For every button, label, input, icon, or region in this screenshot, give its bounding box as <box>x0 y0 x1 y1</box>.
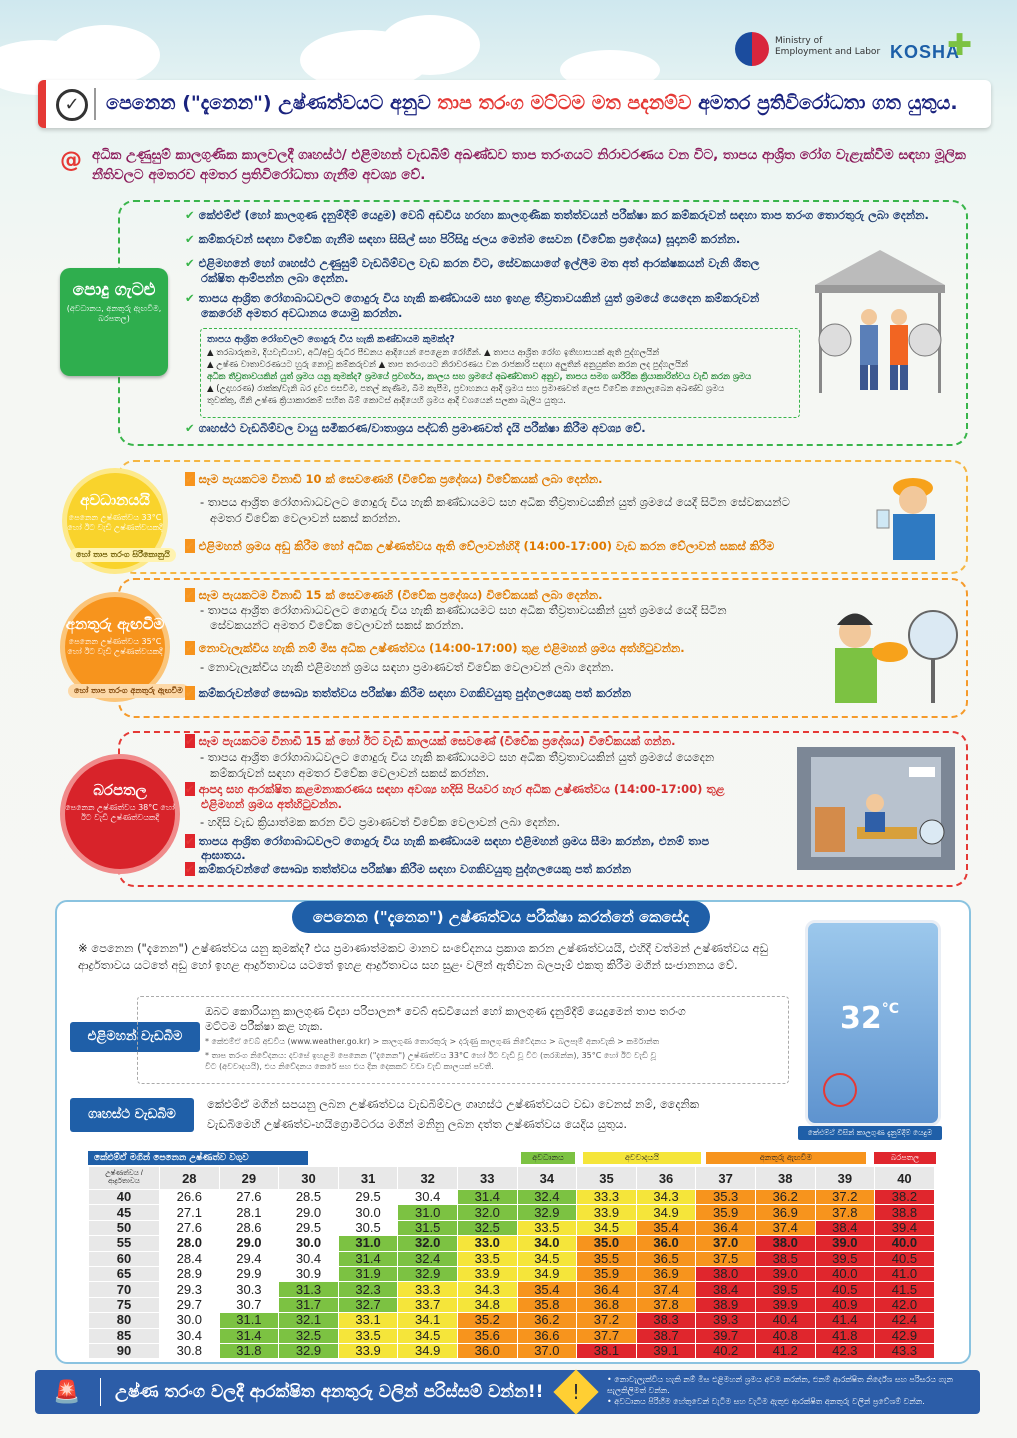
table-row <box>89 1313 935 1328</box>
header-logos <box>735 28 985 73</box>
table-cell: 30.5 <box>338 1220 398 1235</box>
table-cell: 38.9 <box>696 1297 756 1312</box>
warning-item-sub: - තාපය ආශ්‍රිත රෝගාබාධවලට ගොදුරු විය හැකි කණ්ඩායමට සහ අධික තීව්‍රතාවයකින් යුත් ශ්‍රමයේ යෙදී සිටින <box>200 603 727 617</box>
table-cell: 28.4 <box>160 1251 220 1266</box>
table-cell: 37.0 <box>696 1236 756 1251</box>
table-cell: 34.3 <box>457 1282 517 1297</box>
table-cell: 29.4 <box>219 1251 279 1266</box>
table-temp-header: 39 <box>815 1167 875 1190</box>
table-cell: 31.0 <box>398 1205 458 1220</box>
caution-item: ✔ සෑම පැයකටම විනාඩි 10 ක් සෙවණෙහි (විවේක ප්‍රදේශය) විවේකයක් ලබා දෙන්න. <box>185 472 603 486</box>
table-temp-header: 40 <box>875 1167 935 1190</box>
table-cell: 38.8 <box>875 1205 935 1220</box>
info-heading: අධික තීව්‍රතාවයකින් යුත් ශ්‍රමය යනු කුමක්ද? ශ්‍රමයේ ප්‍රවර්ගය, කාලය සහ ශ්‍රමයේ අඛණ්ඩතාව අනුව, තාපය සමග ශාරීරික ක්‍රියාකාරිත්වය වැඩි කරන ශ්‍රමය <box>207 372 752 382</box>
table-cell: 33.0 <box>457 1236 517 1251</box>
table-cell: 37.8 <box>815 1205 875 1220</box>
table-cell: 30.4 <box>279 1251 339 1266</box>
table-cell: 31.4 <box>219 1328 279 1343</box>
severe-item-sub: - තාපය ආශ්‍රිත රෝගාබාධවලට ගොදුරු විය හැකි කණ්ඩායමට සහ අධික තීව්‍රතාවයකින් යුත් ශ්‍රමයේ යෙදෙන <box>200 750 715 764</box>
table-cell: 39.0 <box>755 1266 815 1281</box>
table-row <box>89 1236 935 1251</box>
caution-item: ✔ එළිමහන් ශ්‍රමය අඩු කිරීම හෝ අධික උෂ්ණත්වය ඇති වේලාවන්හිදී (14:00-17:00) වැඩ කරන වේලාවන් සකස් කිරීම <box>185 539 775 553</box>
table-cell: 40.9 <box>815 1297 875 1312</box>
table-humidity-cell: 75 <box>89 1297 160 1312</box>
footer-divider <box>100 1378 101 1406</box>
table-cell: 37.2 <box>577 1313 637 1328</box>
table-cell: 34.5 <box>517 1251 577 1266</box>
table-row <box>89 1205 935 1220</box>
general-item: ✔ එළිමහනේ හෝ ගෘහස්ථ උණුසුම් වැඩබිම්වල වැඩ කරන විට, සේවකයාගේ ඉල්ලීම මත අත් ආරක්ෂකයන් වැනි ශීතල <box>185 256 760 270</box>
table-cell: 36.6 <box>517 1328 577 1343</box>
general-badge <box>60 268 168 376</box>
footer-banner <box>35 1370 980 1414</box>
table-humidity-cell: 80 <box>89 1313 160 1328</box>
table-cell: 27.6 <box>160 1220 220 1235</box>
table-cell: 32.9 <box>279 1343 339 1358</box>
table-cell: 40.5 <box>815 1282 875 1297</box>
general-badge-sub: (අවධානය, අනතුරු ඇඟවීම, බරපතල) <box>66 304 162 323</box>
table-cell: 34.0 <box>517 1236 577 1251</box>
table-cell: 31.0 <box>338 1236 398 1251</box>
severe-sub: පෙනෙන උෂ්ණත්වය 38°C හෝ ඊට වැඩි උෂ්ණත්වයකදී <box>65 803 175 822</box>
level-severe-header: බරපතල <box>874 1152 936 1164</box>
table-row <box>89 1266 935 1281</box>
table-cell: 38.1 <box>577 1343 637 1358</box>
table-temp-header: 36 <box>636 1167 696 1190</box>
table-cell: 42.0 <box>875 1297 935 1312</box>
apparent-temp-definition: ※ පෙනෙන ("දැනෙන") උෂ්ණත්වය යනු කුමක්ද? එය ප්‍රමාණාත්මකව මානව සංවේදනය ප්‍රකාශ කරන උෂ්ණත්වයයි, එහිදී වත්මන් උෂ්ණත්වය අඩු ආර්ද්‍රතාවය යටතේ අඩු හෝ ඉහළ ආර්ද්‍රතාවය යටතේ ඉහළ ආර්ද්‍රතාවය සහ සුළං වලින් ඇතිවන බලපෑම් එකතු කිරීම මගින් සංජානනය වේ. <box>78 941 769 972</box>
table-temp-header: 30 <box>279 1167 339 1190</box>
table-cell: 38.0 <box>755 1236 815 1251</box>
table-corner: උෂ්ණත්වය / ආර්ද්‍රතාවය <box>89 1167 160 1190</box>
table-cell: 28.9 <box>160 1266 220 1281</box>
warning-item: ✔ නොවැලැක්විය හැකි නම් මිස අධික උෂ්ණත්වය (14:00-17:00) තුළ එළිමහන් ශ්‍රමය අත්හිටුවන්න. <box>185 641 685 655</box>
cloud-decoration <box>380 15 480 75</box>
table-cell: 28.0 <box>160 1236 220 1251</box>
table-cell: 38.4 <box>696 1282 756 1297</box>
info-line: ▲ තරබාරුකම, දියවැඩියාව, අධි/අඩු රුධිර පීඩනය ආදියෙන් පෙළෙන රෝගීන්. ▲ තාපය ආශ්‍රිත රෝග ඉතිහාසයක් ඇති පුද්ගලයින් <box>207 348 660 358</box>
heat-table-title: කේඑම්ඒ මගින් පෙනෙන උෂ්ණත්ව වගුව <box>88 1151 308 1165</box>
table-cell: 36.4 <box>696 1220 756 1235</box>
table-cell: 30.0 <box>338 1205 398 1220</box>
level-caution-header: අවධානය <box>521 1152 575 1164</box>
table-temp-header: 38 <box>755 1167 815 1190</box>
table-humidity-cell: 60 <box>89 1251 160 1266</box>
spiral-icon: @ <box>60 148 82 173</box>
info-heading: තාපය ආශ්‍රිත රෝගවලට ගොදුරු විය හැකි කණ්ඩායම කුමක්ද? <box>207 334 455 345</box>
table-cell: 29.7 <box>160 1297 220 1312</box>
general-badge-title: පොදු ගැටළු <box>72 280 156 300</box>
indoor-label: ගෘහස්ථ වැඩබිම <box>70 1098 194 1132</box>
caution-item-sub: - තාපය ආශ්‍රිත රෝගාබාධවලට ගොදුරු විය හැකි කණ්ඩායමට සහ අධික තීව්‍රතාවයකින් යුත් ශ්‍රමයේ යෙදී සිටින සේවකයන්ට <box>200 495 790 509</box>
table-cell: 40.0 <box>815 1266 875 1281</box>
kosha-cross-icon: ✚ <box>947 28 973 63</box>
warning-sub: පෙනෙන උෂ්ණත්වය 35°C හෝ ඊට වැඩි උෂ්ණත්වයකදී <box>67 637 163 656</box>
table-cell: 36.4 <box>577 1282 637 1297</box>
drinking-worker-illustration <box>865 470 955 560</box>
phone-gauge-icon <box>823 1073 857 1107</box>
table-cell: 39.0 <box>815 1236 875 1251</box>
table-row <box>89 1190 935 1205</box>
table-cell: 34.9 <box>517 1266 577 1281</box>
table-cell: 37.2 <box>815 1190 875 1205</box>
table-cell: 29.3 <box>160 1282 220 1297</box>
general-item: ✔ ගෘහස්ථ වැඩබිම්වල වායු සමීකරණ/වාතාශ්‍රය පද්ධති ප්‍රමාණවත් දැයි පරීක්ෂා කිරීම අවශ්‍ය වේ. <box>185 421 646 435</box>
table-cell: 34.5 <box>398 1328 458 1343</box>
table-cell: 33.5 <box>338 1328 398 1343</box>
table-humidity-cell: 90 <box>89 1343 160 1358</box>
table-cell: 40.0 <box>875 1236 935 1251</box>
intro-text: අධික උණුසුම් කාලගුණික කාලවලදී ගෘහස්ථ/ එළිමහන් වැඩබිම් අඛණ්ඩව තාප තරංගයට නිරාවරණය වන විට, තාපය ආශ්‍රිත රෝග වැළැක්වීම සඳහා මූලික නීතිවලට අමතරව අමතර ප්‍රතිවිරෝධතා ගැනීම අවශ්‍ය වේ. <box>92 147 966 183</box>
table-cell: 32.0 <box>457 1205 517 1220</box>
general-item: ✔ තාපය ආශ්‍රිත රෝගාබාධවලට ගොදුරු විය හැකි කණ්ඩායම සහ ඉහළ තීව්‍රතාවයකින් යුත් ශ්‍රමයේ යෙදෙන කම්කරුවන් <box>185 291 760 305</box>
table-cell: 34.9 <box>398 1343 458 1358</box>
table-cell: 30.4 <box>398 1190 458 1205</box>
table-cell: 39.4 <box>875 1220 935 1235</box>
table-row <box>89 1251 935 1266</box>
indoor-line: වැඩබිමෙහි උෂ්ණත්ව-හයිග්‍රොමීටරය මගින් මනිනු ලබන දත්ත උෂ්ණත්වය යෙදිය යුතුය. <box>207 1117 627 1131</box>
table-cell: 30.9 <box>279 1266 339 1281</box>
warning-tag: හෝ තාප තරංග අනතුරු ඇඟවීම <box>68 684 189 698</box>
table-cell: 34.5 <box>577 1220 637 1235</box>
severe-item: ✔ තාපය ආශ්‍රිත රෝගාබාධවලට ගොදුරු විය හැකි කණ්ඩායම සඳහා එළිමහන් ශ්‍රමය සීමා කරන්න, එනම් තාප <box>185 834 710 848</box>
fan-worker-illustration <box>815 590 960 710</box>
cloud-decoration <box>50 25 160 85</box>
info-line: තුවක්කු, ගිනි උෂ්ණ ක්‍රියාකාරකම් සහිත බිම් කොටස් ආදියෙහි ශ්‍රමය ආදී වශයෙන් සලකා බැලිය යුතුය. <box>207 396 566 406</box>
severe-item-sub: කම්කරුවන් සඳහා අමතර විවේක වෙලාවන් සකස් කරන්න. <box>210 766 490 780</box>
table-cell: 41.5 <box>875 1282 935 1297</box>
table-cell: 26.6 <box>160 1190 220 1205</box>
table-row <box>89 1297 935 1312</box>
table-cell: 35.9 <box>696 1205 756 1220</box>
table-cell: 30.3 <box>219 1282 279 1297</box>
warning-label: අනතුරු ඇඟවීම <box>65 615 165 633</box>
table-cell: 35.6 <box>457 1328 517 1343</box>
caution-tag: හෝ තාප තරංග සිරීකොනුයි <box>70 548 176 562</box>
table-cell: 33.9 <box>457 1266 517 1281</box>
level-advisory-header: අවවාදයයි <box>583 1152 701 1164</box>
indoor-line: කේඑම්ඒ මගින් සපයනු ලබන උෂ්ණත්වය වැඩබිම්වල ගෘහස්ථ උෂ්ණත්වයට වඩා වෙනස් නම්, දෛනික <box>207 1097 700 1111</box>
table-cell: 32.5 <box>457 1220 517 1235</box>
warning-item-sub: - නොවැලැක්විය හැකි එළිමහන් ශ්‍රමය සඳහා ප්‍රමාණවත් විවේක වෙලාවන් ලබා දෙන්න. <box>200 660 614 674</box>
vulnerable-group-info-box <box>200 328 800 418</box>
severe-item: ✔ කම්කරුවන්ගේ සෞඛ්‍ය තත්ත්වය පරීක්ෂා කිරීම සඳහා වගකිවයුතු පුද්ගලයෙකු පත් කරන්න <box>185 862 632 876</box>
table-cell: 32.3 <box>338 1282 398 1297</box>
table-cell: 30.0 <box>160 1313 220 1328</box>
table-cell: 33.9 <box>338 1343 398 1358</box>
general-item-cont: රක්ෂිත ආම්පන්න ලබා දෙන්න. <box>201 271 349 285</box>
level-warning-header: අනතුරු ඇඟවීම <box>706 1152 866 1164</box>
footer-notes: • නොවැලැක්විය හැකි නම් මිස එළිමහන් ශ්‍රමය අවම කරන්න, එනම් ආරක්ෂිත නිර්දේශ සහ පරිසරය ගැන සැලකිලිමත් වන්න. • අවධානය පිරිහීම හේතුවෙන් වැටීම සහ වැටීම ඇතුළු ආරක්ෂිත අනතුරු වලින් ප්‍රවේශම් වන්න. <box>607 1375 953 1406</box>
table-cell: 37.5 <box>696 1251 756 1266</box>
table-cell: 38.2 <box>875 1190 935 1205</box>
table-cell: 38.7 <box>636 1328 696 1343</box>
table-cell: 40.2 <box>696 1343 756 1358</box>
table-cell: 35.4 <box>517 1282 577 1297</box>
apparent-temperature-table <box>88 1166 935 1359</box>
caution-sub: පෙනෙන උෂ්ණත්වය 33°C හෝ ඊට වැඩි උෂ්ණත්වයකදී <box>67 513 163 532</box>
table-cell: 36.8 <box>577 1297 637 1312</box>
severe-item-cont: එළිමහන් ශ්‍රමය අත්හිටුවන්න. <box>201 797 343 811</box>
warning-item: ✔ සෑම පැයකටම විනාඩි 15 ක් සෙවණෙහි (විවේක ප්‍රදේශය) විවේකයක් ලබා දෙන්න. <box>185 588 603 602</box>
warning-item: ✔ කම්කරුවන්ගේ සෞඛ්‍ය තත්ත්වය පරීක්ෂා කිරීම සඳහා වගකිවයුතු පුද්ගලයෙකු පත් කරන්න <box>185 686 632 700</box>
table-cell: 32.1 <box>279 1313 339 1328</box>
severe-item: ✔ ආපදා සහ ආරක්ෂිත කළමනාකරණය සඳහා අවශ්‍ය හදිසි පියවර හැර අධික උෂ්ණත්වය (14:00-17:00) තුළ <box>185 782 725 796</box>
table-cell: 35.8 <box>517 1297 577 1312</box>
table-cell: 29.0 <box>279 1205 339 1220</box>
table-cell: 41.4 <box>815 1313 875 1328</box>
table-humidity-cell: 40 <box>89 1190 160 1205</box>
table-cell: 40.4 <box>755 1313 815 1328</box>
severe-item-sub: - හදිසි වැඩ ක්‍රියාත්මක කරන විට ප්‍රමාණවත් විවේක වෙලාවන් ලබා දෙන්න. <box>200 815 560 829</box>
table-row <box>89 1343 935 1358</box>
table-temp-header: 28 <box>160 1167 220 1190</box>
outdoor-line: ඔබට කොරියානු කාලගුණ විද්‍යා පරිපාලන* වෙබ් අඩවියෙන් හෝ කාලගුණ දැනුම්දීම් යෙදුමෙන් තාප තරංග <box>205 1005 686 1018</box>
table-temp-header: 31 <box>338 1167 398 1190</box>
outdoor-line: මට්ටම පරීක්ෂා කළ හැක. <box>205 1020 323 1033</box>
table-cell: 32.9 <box>398 1266 458 1281</box>
table-cell: 32.9 <box>517 1205 577 1220</box>
table-cell: 30.0 <box>279 1236 339 1251</box>
table-temp-header: 33 <box>457 1167 517 1190</box>
severe-badge <box>60 754 180 874</box>
table-row <box>89 1328 935 1343</box>
rest-tent-illustration <box>805 245 955 400</box>
table-cell: 39.7 <box>696 1328 756 1343</box>
check-circle-icon: ✓ <box>56 89 88 121</box>
table-humidity-cell: 50 <box>89 1220 160 1235</box>
table-cell: 43.3 <box>875 1343 935 1358</box>
table-cell: 39.9 <box>755 1297 815 1312</box>
table-cell: 30.4 <box>160 1328 220 1343</box>
table-cell: 35.0 <box>577 1236 637 1251</box>
table-cell: 35.2 <box>457 1313 517 1328</box>
table-humidity-cell: 55 <box>89 1236 160 1251</box>
table-cell: 33.3 <box>398 1282 458 1297</box>
table-temp-header: 32 <box>398 1167 458 1190</box>
caution-label: අවධානයයි <box>80 491 150 509</box>
table-cell: 42.4 <box>875 1313 935 1328</box>
table-temp-header: 35 <box>577 1167 637 1190</box>
table-cell: 41.2 <box>755 1343 815 1358</box>
table-cell: 36.2 <box>755 1190 815 1205</box>
table-cell: 39.3 <box>696 1313 756 1328</box>
table-cell: 32.4 <box>517 1190 577 1205</box>
table-cell: 39.5 <box>815 1251 875 1266</box>
check-method-title: පෙනෙන ("දැනෙන") උෂ්ණත්වය පරීක්ෂා කරන්නේ කෙසේද <box>292 901 710 933</box>
table-cell: 27.6 <box>219 1190 279 1205</box>
table-cell: 31.7 <box>279 1297 339 1312</box>
table-cell: 37.4 <box>755 1220 815 1235</box>
table-cell: 27.1 <box>160 1205 220 1220</box>
table-row <box>89 1220 935 1235</box>
table-cell: 39.1 <box>636 1343 696 1358</box>
table-cell: 34.8 <box>457 1297 517 1312</box>
table-cell: 33.7 <box>398 1297 458 1312</box>
table-cell: 31.5 <box>398 1220 458 1235</box>
table-cell: 31.9 <box>338 1266 398 1281</box>
table-cell: 37.7 <box>577 1328 637 1343</box>
table-cell: 42.3 <box>815 1343 875 1358</box>
general-item: ✔ කේඑම්ඒ (හෝ කාලගුණ දැනුම්දීම් යෙදුම) වෙබ් අඩවිය හරහා කාලගුණික තත්ත්වයන් පරීක්ෂා කර කම්කරුවන් සඳහා තාප තරංග තොරතුරු ලබා දෙන්න. <box>185 208 929 222</box>
table-cell: 41.8 <box>815 1328 875 1343</box>
table-cell: 33.1 <box>338 1313 398 1328</box>
ministry-logo-icon <box>735 32 769 66</box>
table-cell: 33.5 <box>517 1220 577 1235</box>
table-cell: 35.3 <box>696 1190 756 1205</box>
table-temp-header: 29 <box>219 1167 279 1190</box>
table-cell: 34.3 <box>636 1190 696 1205</box>
table-cell: 30.8 <box>160 1343 220 1358</box>
table-cell: 29.5 <box>338 1190 398 1205</box>
table-cell: 28.6 <box>219 1220 279 1235</box>
table-row <box>89 1282 935 1297</box>
outdoor-note: විට (අවවාදයයි), එය නිවේදනය කෙරේ සහ එය දින දෙකකට වඩා වැඩි කාලයක් පවතී. <box>205 1062 494 1071</box>
table-cell: 29.0 <box>219 1236 279 1251</box>
outdoor-label: එළිමහන් වැඩබිම <box>70 1022 200 1052</box>
table-cell: 37.4 <box>636 1282 696 1297</box>
table-cell: 42.9 <box>875 1328 935 1343</box>
severe-label: බරපතල <box>93 781 147 799</box>
footer-text: උෂ්ණ තරංග වලදී ආරක්ෂිත අනතුරු වලින් පරිස්සම් වන්න!! <box>115 1382 544 1402</box>
table-cell: 35.9 <box>577 1266 637 1281</box>
general-item-cont: කෙරෙහි අමතර අවධානය යොමු කරන්න. <box>201 306 403 320</box>
page-title: පෙනෙන ("දැනෙන") උෂ්ණත්වයට අනුව තාප තරංග මට්ටම මත පදනම්ව අමතර ප්‍රතිවිරෝධතා ගත යුතුය. <box>106 92 958 114</box>
table-cell: 34.9 <box>636 1205 696 1220</box>
table-cell: 31.1 <box>219 1313 279 1328</box>
table-cell: 36.0 <box>457 1343 517 1358</box>
table-cell: 37.0 <box>517 1343 577 1358</box>
warning-item-sub: සේවකයන්ට අමතර විවේක වෙලාවන් සකස් කරන්න. <box>210 618 464 632</box>
table-cell: 29.5 <box>279 1220 339 1235</box>
table-cell: 36.2 <box>517 1313 577 1328</box>
ministry-name: Ministry of Employment and Labor <box>775 36 881 57</box>
table-cell: 37.8 <box>636 1297 696 1312</box>
phone-caption: කේඑම්ඒ විසින් කාලගුණ දැනුම්දීම් යෙදුම <box>798 1126 942 1140</box>
table-cell: 31.3 <box>279 1282 339 1297</box>
outdoor-note: * තාප තරංග නිවේදනය: දවසේ ඉහළම පෙනෙන ("දැනෙන") උෂ්ණත්වය 33°C හෝ ඊට වැඩි වූ විට (තරඹන්න), 35°C හෝ ඊට වැඩි වූ <box>205 1051 657 1060</box>
table-cell: 32.4 <box>398 1251 458 1266</box>
indoor-factory-illustration <box>797 747 955 870</box>
table-cell: 35.4 <box>636 1220 696 1235</box>
table-cell: 38.3 <box>636 1313 696 1328</box>
siren-icon: 🚨 <box>53 1380 81 1405</box>
table-cell: 38.0 <box>696 1266 756 1281</box>
title-divider <box>94 88 96 120</box>
table-cell: 28.5 <box>279 1190 339 1205</box>
table-cell: 40.8 <box>755 1328 815 1343</box>
table-cell: 40.5 <box>875 1251 935 1266</box>
table-cell: 36.9 <box>636 1266 696 1281</box>
table-cell: 32.5 <box>279 1328 339 1343</box>
phone-temperature: $32^{^\circ C}$ <box>840 1001 900 1036</box>
table-temp-header: 37 <box>696 1167 756 1190</box>
table-temp-header: 34 <box>517 1167 577 1190</box>
warning-sign-icon: ! <box>553 1369 598 1414</box>
table-humidity-cell: 70 <box>89 1282 160 1297</box>
general-item: ✔ කම්කරුවන් සඳහා විවේක ගැනීම සඳහා සිසිල් සහ පිරිසිදු ජලය මෙන්ම සෙවන (විවේක ප්‍රදේශය) සූදානම් කරන්න. <box>185 232 741 246</box>
table-cell: 31.4 <box>338 1251 398 1266</box>
table-cell: 33.3 <box>577 1190 637 1205</box>
weather-app-screenshot <box>805 920 941 1126</box>
table-cell: 31.8 <box>219 1343 279 1358</box>
table-header-row <box>89 1167 935 1190</box>
table-cell: 36.0 <box>636 1236 696 1251</box>
table-humidity-cell: 65 <box>89 1266 160 1281</box>
table-cell: 34.1 <box>398 1313 458 1328</box>
table-cell: 28.1 <box>219 1205 279 1220</box>
table-cell: 31.4 <box>457 1190 517 1205</box>
severe-item: ✔ සෑම පැයකටම විනාඩි 15 ක් හෝ ඊට වැඩි කාලයක් සෙවණේ (විවේක ප්‍රදේශය) විවේකයක් ගන්න. <box>185 734 676 748</box>
table-cell: 38.5 <box>755 1251 815 1266</box>
title-bar <box>38 80 991 128</box>
caution-item-sub: අමතර විවේක වෙලාවන් සකස් කරන්න. <box>210 511 401 525</box>
severe-item-cont: ආඝාතය. <box>201 848 246 862</box>
table-cell: 33.9 <box>577 1205 637 1220</box>
table-humidity-cell: 45 <box>89 1205 160 1220</box>
table-humidity-cell: 85 <box>89 1328 160 1343</box>
table-cell: 35.5 <box>577 1251 637 1266</box>
table-cell: 30.7 <box>219 1297 279 1312</box>
table-cell: 41.0 <box>875 1266 935 1281</box>
table-cell: 36.5 <box>636 1251 696 1266</box>
outdoor-note: * කේඑම්ඒ වෙබ් අඩවිය (www.weather.go.kr) > කාලගුණ තොරතුරු > දරුණු කාලගුණ නිවේදනය > බලපෑම් අනාවැකි > කර්මාන්ත <box>205 1037 660 1046</box>
table-cell: 29.9 <box>219 1266 279 1281</box>
table-cell: 32.0 <box>398 1236 458 1251</box>
table-cell: 32.7 <box>338 1297 398 1312</box>
kosha-logo: KOSHA <box>890 42 961 62</box>
table-cell: 39.5 <box>755 1282 815 1297</box>
table-cell: 33.5 <box>457 1251 517 1266</box>
table-cell: 38.4 <box>815 1220 875 1235</box>
table-cell: 36.9 <box>755 1205 815 1220</box>
info-line: ▲ (උදාහරණ) රාක්ක/වැනි බර ද්‍රව්‍ය එසවීම, පතල් කැණීම, බිම කැපීම, ප්‍රවාහනය ආදී ශ්‍රමය සහ ප්‍රමාණවත් ලෙස විවේක නොලැබෙන අඛණ්ඩ ශ්‍රමය <box>207 384 725 394</box>
info-line: ▲ උෂ්ණ වාතාවරණයට හුරු නොවූ කම්කරුවන් ▲ තාප තරංගයට නිරාවරණය වන රාජකාරි සඳහා අලුතින් අනුයුක්ත කරන ලද පුද්ගලයින් <box>207 360 688 370</box>
